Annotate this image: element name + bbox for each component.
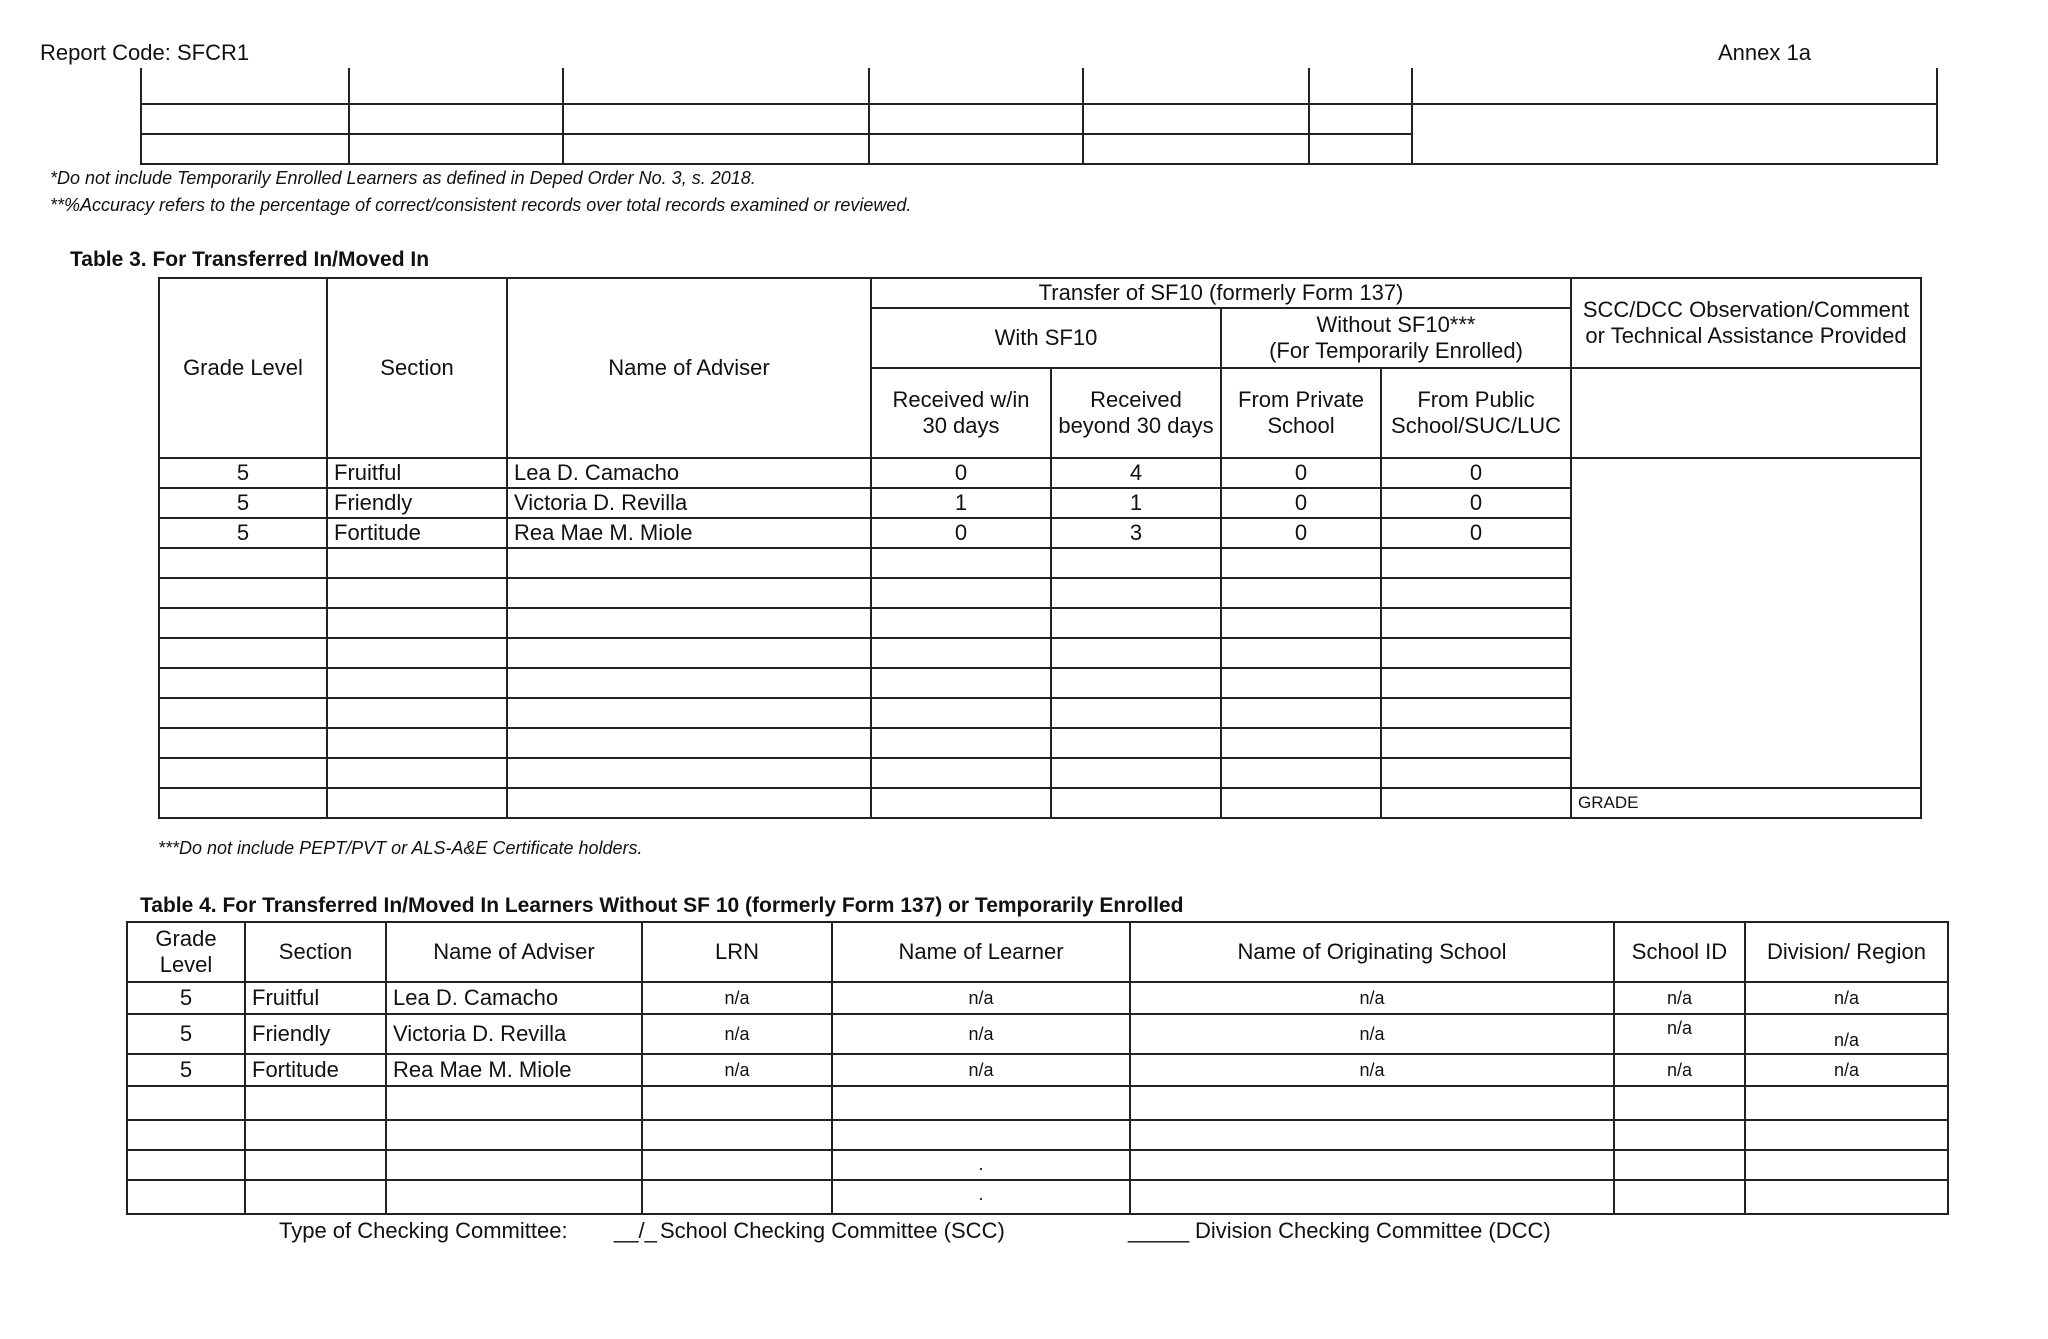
empty-cell: [1381, 668, 1571, 698]
empty-cell: [245, 1120, 386, 1150]
empty-cell: [141, 134, 349, 164]
cell-adviser: Lea D. Camacho: [507, 458, 871, 488]
cell-received-within: 0: [871, 458, 1051, 488]
cell-division: n/a: [1745, 1054, 1948, 1086]
empty-cell: [871, 638, 1051, 668]
empty-cell: [245, 1150, 386, 1180]
header-with-sf10: With SF10: [871, 308, 1221, 368]
empty-cell: [1309, 68, 1412, 104]
empty-cell: [1051, 698, 1221, 728]
empty-cell: [1051, 548, 1221, 578]
empty-cell: [1412, 68, 1937, 104]
empty-cell: [159, 788, 327, 818]
empty-cell: [507, 578, 871, 608]
empty-cell: [563, 68, 869, 104]
header-lrn: LRN: [642, 922, 832, 982]
cell-division: n/a: [1745, 982, 1948, 1014]
empty-cell: [1221, 668, 1381, 698]
empty-cell: [1051, 608, 1221, 638]
header-received-within: Received w/in 30 days: [871, 368, 1051, 458]
empty-cell: [871, 608, 1051, 638]
table4: [126, 921, 1949, 1215]
cell-lrn: n/a: [642, 1054, 832, 1086]
cell-learner: n/a: [832, 1014, 1130, 1054]
empty-cell: [1083, 134, 1309, 164]
empty-cell: [642, 1150, 832, 1180]
cell-from-public: 0: [1381, 458, 1571, 488]
empty-cell: [1083, 104, 1309, 134]
empty-cell: [832, 1086, 1130, 1120]
empty-cell: [159, 668, 327, 698]
empty-cell: [386, 1120, 642, 1150]
cell-received-beyond: 3: [1051, 518, 1221, 548]
cell-section: Fruitful: [245, 982, 386, 1014]
header-division: Division/ Region: [1745, 922, 1948, 982]
empty-cell: [1130, 1150, 1614, 1180]
empty-cell: [1745, 1150, 1948, 1180]
header-scc-comment: SCC/DCC Observation/Comment or Technical Assistance Provided: [1571, 278, 1921, 368]
empty-cell: [1309, 104, 1412, 134]
cell-section: Fortitude: [245, 1054, 386, 1086]
cell-learner: n/a: [832, 982, 1130, 1014]
cell-from-private: 0: [1221, 518, 1381, 548]
empty-cell: [1614, 1150, 1745, 1180]
empty-cell: [869, 134, 1083, 164]
header-learner: Name of Learner: [832, 922, 1130, 982]
empty-cell: [1381, 548, 1571, 578]
header-grade-level: Grade Level: [127, 922, 245, 982]
empty-cell: [349, 104, 563, 134]
empty-cell: [1745, 1180, 1948, 1214]
cell-origin-school: n/a: [1130, 1054, 1614, 1086]
cell-grade: 5: [127, 982, 245, 1014]
empty-cell: [141, 68, 349, 104]
empty-cell: [1412, 104, 1937, 164]
empty-cell: [1083, 68, 1309, 104]
empty-cell: [159, 728, 327, 758]
dot-mark: .: [832, 1180, 1130, 1214]
comment-box: [1571, 458, 1921, 788]
empty-cell: [1221, 758, 1381, 788]
empty-cell: [159, 548, 327, 578]
empty-cell: [386, 1086, 642, 1120]
empty-cell: [1051, 758, 1221, 788]
empty-cell: [1130, 1120, 1614, 1150]
empty-cell: [507, 728, 871, 758]
empty-cell: [159, 758, 327, 788]
empty-cell: [1381, 638, 1571, 668]
empty-cell: [642, 1180, 832, 1214]
empty-cell: [563, 134, 869, 164]
cell-grade: 5: [159, 518, 327, 548]
empty-cell: [327, 758, 507, 788]
table3-footnote: ***Do not include PEPT/PVT or ALS-A&E Certificate holders.: [158, 838, 643, 858]
empty-cell: [507, 788, 871, 818]
header-transfer-group: Transfer of SF10 (formerly Form 137): [871, 278, 1571, 308]
empty-cell: [1221, 578, 1381, 608]
note-accuracy: **%Accuracy refers to the percentage of correct/consistent records over total records examined or reviewed.: [50, 195, 912, 215]
empty-cell: [386, 1180, 642, 1214]
committee-label: Type of Checking Committee:: [279, 1218, 568, 1243]
empty-cell: [327, 578, 507, 608]
header-section: Section: [327, 278, 507, 458]
empty-cell: [327, 608, 507, 638]
empty-cell: [127, 1150, 245, 1180]
cell-grade: 5: [127, 1054, 245, 1086]
cell-grade: 5: [159, 458, 327, 488]
cell-origin-school: n/a: [1130, 1014, 1614, 1054]
cell-school-id: n/a: [1614, 1014, 1745, 1054]
header-section: Section: [245, 922, 386, 982]
empty-cell: [507, 758, 871, 788]
empty-cell: [1614, 1086, 1745, 1120]
cell-adviser: Victoria D. Revilla: [507, 488, 871, 518]
empty-cell: [386, 1150, 642, 1180]
previous-table-fragment: [140, 68, 1938, 165]
empty-cell: [1051, 638, 1221, 668]
empty-cell: [1381, 698, 1571, 728]
empty-cell: [1221, 548, 1381, 578]
empty-cell: [1745, 1086, 1948, 1120]
note-temporarily-enrolled: *Do not include Temporarily Enrolled Learners as defined in Deped Order No. 3, s. 2018.: [50, 168, 756, 188]
dot-mark: .: [832, 1150, 1130, 1180]
empty-cell: [1221, 728, 1381, 758]
empty-cell: [869, 104, 1083, 134]
empty-cell: [327, 698, 507, 728]
empty-cell: [1051, 728, 1221, 758]
empty-cell: [1571, 368, 1921, 458]
empty-cell: [1614, 1120, 1745, 1150]
cell-section: Fortitude: [327, 518, 507, 548]
empty-cell: [1381, 578, 1571, 608]
header-grade-level: Grade Level: [159, 278, 327, 458]
header-adviser: Name of Adviser: [507, 278, 871, 458]
cell-adviser: Lea D. Camacho: [386, 982, 642, 1014]
empty-cell: [1221, 608, 1381, 638]
cell-origin-school: n/a: [1130, 982, 1614, 1014]
empty-cell: [1309, 134, 1412, 164]
empty-cell: [507, 698, 871, 728]
empty-cell: [159, 608, 327, 638]
cell-learner: n/a: [832, 1054, 1130, 1086]
scc-checkbox[interactable]: __/_: [614, 1218, 657, 1243]
empty-cell: [1051, 788, 1221, 818]
empty-cell: [327, 788, 507, 818]
header-from-public: From Public School/SUC/LUC: [1381, 368, 1571, 458]
dcc-checkbox[interactable]: _____: [1128, 1218, 1190, 1243]
scc-label: School Checking Committee (SCC): [660, 1218, 1005, 1243]
empty-cell: [1381, 788, 1571, 818]
empty-cell: [327, 548, 507, 578]
empty-cell: [1614, 1180, 1745, 1214]
empty-cell: [1381, 728, 1571, 758]
empty-cell: [159, 638, 327, 668]
cell-lrn: n/a: [642, 982, 832, 1014]
cell-from-private: 0: [1221, 458, 1381, 488]
empty-cell: [1221, 698, 1381, 728]
cell-section: Fruitful: [327, 458, 507, 488]
empty-cell: [127, 1180, 245, 1214]
empty-cell: [871, 788, 1051, 818]
empty-cell: [245, 1086, 386, 1120]
header-origin-school: Name of Originating School: [1130, 922, 1614, 982]
empty-cell: [507, 668, 871, 698]
cell-received-beyond: 4: [1051, 458, 1221, 488]
cell-received-beyond: 1: [1051, 488, 1221, 518]
cell-adviser: Victoria D. Revilla: [386, 1014, 642, 1054]
empty-cell: [507, 608, 871, 638]
header-school-id: School ID: [1614, 922, 1745, 982]
empty-cell: [507, 548, 871, 578]
empty-cell: [1051, 668, 1221, 698]
empty-cell: [1130, 1180, 1614, 1214]
empty-cell: [327, 668, 507, 698]
empty-cell: [1221, 638, 1381, 668]
cell-school-id: n/a: [1614, 1054, 1745, 1086]
empty-cell: [1745, 1120, 1948, 1150]
empty-cell: [159, 698, 327, 728]
empty-cell: [871, 728, 1051, 758]
cell-school-id: n/a: [1614, 982, 1745, 1014]
cell-adviser: Rea Mae M. Miole: [507, 518, 871, 548]
cell-received-within: 1: [871, 488, 1051, 518]
table3-title: Table 3. For Transferred In/Moved In: [70, 248, 430, 271]
header-adviser: Name of Adviser: [386, 922, 642, 982]
cell-received-within: 0: [871, 518, 1051, 548]
grade-label: GRADE: [1571, 788, 1921, 818]
cell-division: n/a: [1745, 1014, 1948, 1054]
table4-title: Table 4. For Transferred In/Moved In Learners Without SF 10 (formerly Form 137) or Temporarily Enrolled: [140, 894, 1184, 917]
empty-cell: [349, 68, 563, 104]
dcc-label: Division Checking Committee (DCC): [1195, 1218, 1551, 1243]
empty-cell: [327, 638, 507, 668]
cell-lrn: n/a: [642, 1014, 832, 1054]
report-code: Report Code: SFCR1: [40, 40, 250, 65]
empty-cell: [871, 548, 1051, 578]
empty-cell: [869, 68, 1083, 104]
header-received-beyond: Received beyond 30 days: [1051, 368, 1221, 458]
empty-cell: [141, 104, 349, 134]
empty-cell: [871, 668, 1051, 698]
annex-label: Annex 1a: [1718, 40, 1811, 65]
empty-cell: [1381, 608, 1571, 638]
cell-adviser: Rea Mae M. Miole: [386, 1054, 642, 1086]
empty-cell: [1130, 1086, 1614, 1120]
empty-cell: [327, 728, 507, 758]
empty-cell: [871, 758, 1051, 788]
empty-cell: [1381, 758, 1571, 788]
cell-from-public: 0: [1381, 488, 1571, 518]
cell-grade: 5: [127, 1014, 245, 1054]
empty-cell: [1221, 788, 1381, 818]
empty-cell: [563, 104, 869, 134]
empty-cell: [871, 578, 1051, 608]
empty-cell: [642, 1120, 832, 1150]
empty-cell: [159, 578, 327, 608]
cell-from-private: 0: [1221, 488, 1381, 518]
cell-from-public: 0: [1381, 518, 1571, 548]
empty-cell: [1051, 578, 1221, 608]
cell-grade: 5: [159, 488, 327, 518]
header-without-sf10-sub: (For Temporarily Enrolled): [1269, 338, 1523, 363]
header-without-sf10-label: Without SF10***: [1316, 312, 1476, 337]
empty-cell: [245, 1180, 386, 1214]
cell-section: Friendly: [245, 1014, 386, 1054]
empty-cell: [642, 1086, 832, 1120]
cell-section: Friendly: [327, 488, 507, 518]
header-without-sf10: [1221, 308, 1571, 368]
empty-cell: [127, 1120, 245, 1150]
empty-cell: [349, 134, 563, 164]
table3: [158, 277, 1922, 819]
header-from-private: From Private School: [1221, 368, 1381, 458]
empty-cell: [127, 1086, 245, 1120]
empty-cell: [832, 1120, 1130, 1150]
empty-cell: [507, 638, 871, 668]
empty-cell: [871, 698, 1051, 728]
